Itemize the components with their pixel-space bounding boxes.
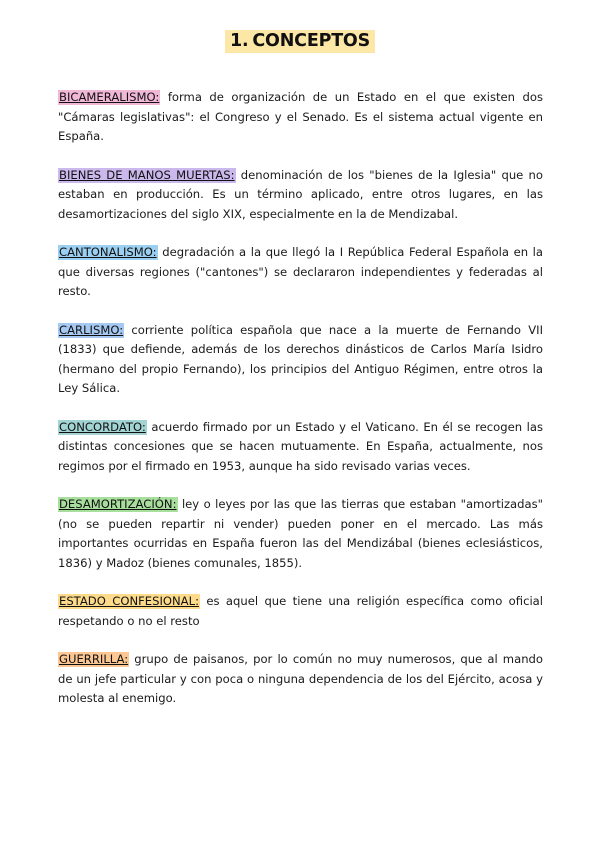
concept-definition: degradación a la que llegó la I República Federal Española en la que diversas regiones ("cantones") se declararon independientes y federadas al resto.	[58, 245, 544, 298]
concept-entry-guerrilla	[58, 650, 543, 709]
concept-term: ESTADO CONFESIONAL:	[59, 594, 199, 608]
concept-definition: grupo de paisanos, por lo común no muy numerosos, que al mando de un jefe particular y con poca o ninguna dependencia de los del Ejército, acosa y molesta al enemigo.	[58, 652, 544, 705]
concept-definition: denominación de los "bienes de la Iglesia" que no estaban en producción. Es un término aplicado, entre otros lugares, en las desamortizaciones del siglo XIX, especialmente en la de Mendizabal.	[58, 167, 543, 221]
concept-term: BIENES DE MANOS MUERTAS:	[59, 167, 235, 182]
concept-entry-estado-confesional	[58, 592, 543, 631]
concept-term: DESAMORTIZACIÓN:	[59, 497, 177, 511]
title-text: CONCEPTOS	[252, 31, 371, 51]
concept-definition: acuerdo firmado por un Estado y el Vaticano. En él se recogen las distintas concesiones que se hacen mutuamente. En España, actualmente, nos regimos por el firmado en 1953, aunque ha sido revisado varias veces.	[58, 419, 543, 473]
concept-entry-concordato	[58, 418, 543, 477]
page-title	[225, 30, 375, 53]
concept-entry-bienes-de-manos-muertas	[58, 166, 543, 225]
concept-term: CONCORDATO:	[59, 419, 146, 434]
concept-definition: corriente política española que nace a la muerte de Fernando VII (1833) que defiende, además de los derechos dinásticos de Carlos María Isidro (hermano del propio Fernando), los principios del Antiguo Régimen, entre otros la Ley Sálica.	[58, 322, 544, 395]
concept-term: BICAMERALISMO:	[59, 90, 160, 104]
concept-term: CARLISMO:	[59, 322, 124, 337]
concept-entry-desamortizacion	[58, 495, 543, 573]
concept-definition: es aquel que tiene una religión específica como oficial respetando o no el resto	[58, 594, 543, 628]
title-container	[0, 30, 600, 53]
concept-term: CANTONALISMO:	[59, 245, 157, 259]
concept-definition: forma de organización de un Estado en el que existen dos "Cámaras legislativas": el Congreso y el Senado. Es el sistema actual vigente en España.	[58, 90, 543, 143]
concept-entry-cantonalismo	[58, 243, 543, 302]
concept-term: GUERRILLA:	[59, 652, 129, 666]
concept-entry-carlismo	[58, 321, 543, 399]
title-number: 1.	[229, 31, 249, 51]
concept-list	[58, 88, 543, 709]
concept-entry-bicameralismo	[58, 88, 543, 147]
concept-definition: ley o leyes por las que las tierras que estaban "amortizadas" (no se pueden repartir ni vender) pueden poner en el mercado. Las más importantes ocurridas en España fueron las del Mendizábal (bienes eclesiásticos, 1836) y Madoz (bienes comunales, 1855).	[58, 497, 543, 570]
